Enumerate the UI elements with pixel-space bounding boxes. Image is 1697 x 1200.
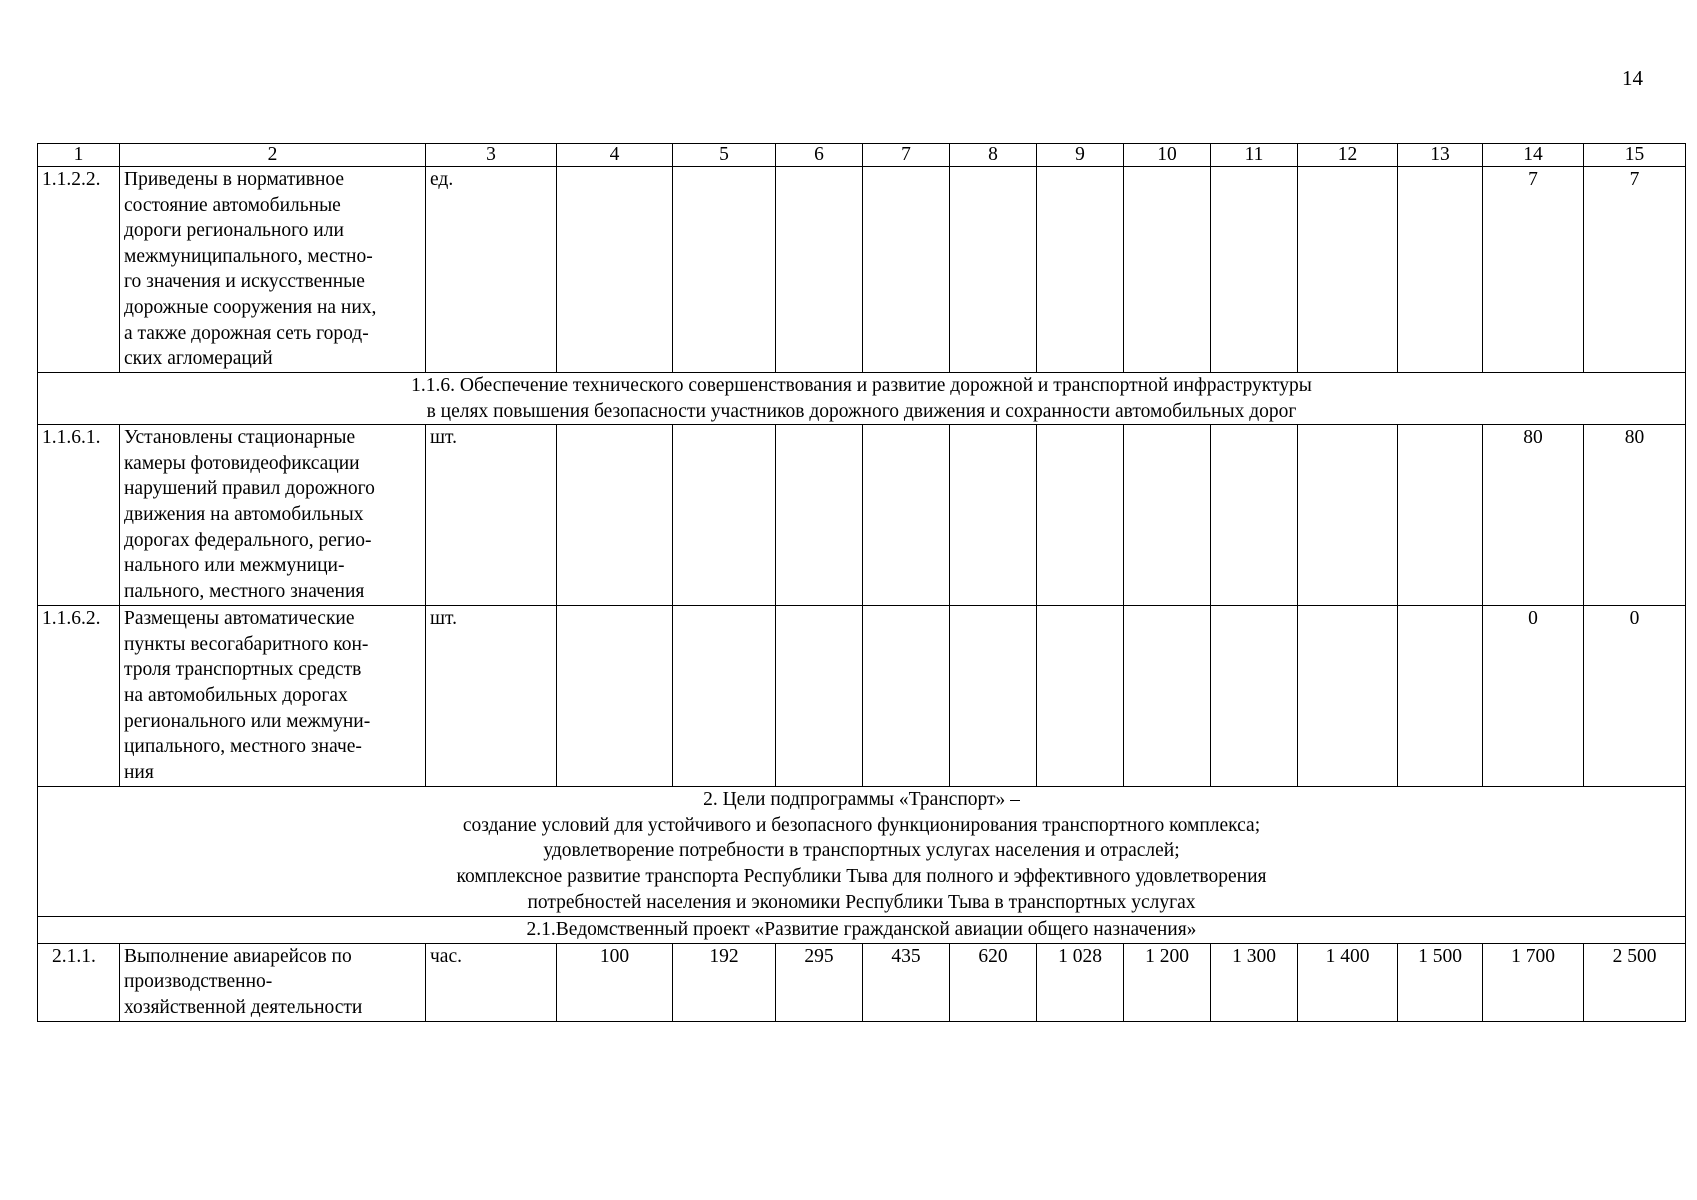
value-cell: 7 [1483, 167, 1584, 373]
section-heading: 2.1.Ведомственный проект «Развитие гражданской авиации общего назначения» [38, 917, 1686, 944]
row-name-line: хозяйственной деятельности [124, 996, 363, 1018]
row-name-line: ния [124, 761, 154, 783]
section-heading-line: 2. Цели подпрограммы «Транспорт» – [703, 789, 1020, 811]
value-cell: 1 700 [1483, 943, 1584, 1021]
value-cell: 435 [863, 943, 950, 1021]
column-header: 13 [1398, 144, 1483, 167]
value-cell: 7 [1584, 167, 1686, 373]
value-cell [863, 606, 950, 787]
row-name-line: камеры фотовидеофиксации [124, 452, 360, 474]
column-header: 1 [38, 144, 120, 167]
row-name-line: Приведены в нормативное [124, 169, 345, 190]
value-cell [1124, 606, 1211, 787]
value-cell [1211, 167, 1298, 373]
row-code: 1.1.6.1. [38, 425, 120, 606]
row-unit: шт. [426, 425, 557, 606]
value-cell: 192 [673, 943, 776, 1021]
value-cell [950, 425, 1037, 606]
value-cell: 1 400 [1298, 943, 1398, 1021]
row-name-line: троля транспортных средств [124, 659, 362, 681]
row-name-line: го значения и искусственные [124, 271, 365, 293]
row-name-line: движения на автомобильных [124, 503, 364, 525]
value-cell [1398, 167, 1483, 373]
section-row-2-1 [38, 917, 1686, 944]
section-heading [38, 787, 1686, 917]
page-number: 14 [1622, 66, 1643, 90]
row-code: 1.1.6.2. [38, 606, 120, 787]
column-header: 12 [1298, 144, 1398, 167]
value-cell: 80 [1483, 425, 1584, 606]
value-cell: 0 [1483, 606, 1584, 787]
row-name-line: ских агломераций [124, 348, 273, 370]
column-header: 5 [673, 144, 776, 167]
value-cell [863, 167, 950, 373]
value-cell: 1 500 [1398, 943, 1483, 1021]
column-header: 14 [1483, 144, 1584, 167]
row-name-line: Выполнение авиарейсов по [124, 945, 352, 967]
value-cell [673, 167, 776, 373]
column-number-header-row [38, 144, 1686, 167]
row-code: 1.1.2.2. [38, 167, 120, 373]
value-cell [1398, 606, 1483, 787]
value-cell: 1 200 [1124, 943, 1211, 1021]
column-header: 6 [776, 144, 863, 167]
row-name-line: на автомобильных дорогах [124, 684, 348, 706]
row-name-line: ципального, местного значе- [124, 736, 362, 758]
column-header: 10 [1124, 144, 1211, 167]
value-cell [1398, 425, 1483, 606]
value-cell [1037, 425, 1124, 606]
row-name-line: регионального или межмуни- [124, 710, 371, 732]
row-name-line: дорогах федерального, регио- [124, 529, 372, 551]
row-unit: шт. [426, 606, 557, 787]
row-name-line: дороги регионального или [124, 220, 344, 242]
value-cell: 1 300 [1211, 943, 1298, 1021]
section-heading-line: удовлетворение потребности в транспортных услугах населения и отраслей; [543, 840, 1180, 862]
value-cell: 100 [557, 943, 673, 1021]
row-name-line: а также дорожная сеть город- [124, 322, 369, 344]
row-unit: ед. [426, 167, 557, 373]
column-header: 8 [950, 144, 1037, 167]
value-cell [776, 606, 863, 787]
value-cell [863, 425, 950, 606]
value-cell: 0 [1584, 606, 1686, 787]
column-header: 9 [1037, 144, 1124, 167]
column-header: 4 [557, 144, 673, 167]
section-heading-line: в целях повышения безопасности участников дорожного движения и сохранности автомобильных дорог [426, 400, 1297, 422]
section-row-2 [38, 787, 1686, 917]
section-row-1-1-6 [38, 373, 1686, 425]
section-heading-line: комплексное развитие транспорта Республики Тыва для полного и эффективного удовлетворения [456, 865, 1267, 887]
value-cell [673, 606, 776, 787]
column-header: 15 [1584, 144, 1686, 167]
value-cell: 295 [776, 943, 863, 1021]
value-cell [1211, 606, 1298, 787]
column-header: 11 [1211, 144, 1298, 167]
value-cell [950, 167, 1037, 373]
value-cell [1298, 606, 1398, 787]
row-name-line: состояние автомобильные [124, 194, 341, 216]
column-header: 3 [426, 144, 557, 167]
row-name [120, 425, 426, 606]
value-cell [557, 425, 673, 606]
row-name-line: производственно- [124, 971, 273, 993]
value-cell [673, 425, 776, 606]
value-cell [950, 606, 1037, 787]
value-cell: 80 [1584, 425, 1686, 606]
row-name-line: межмуниципального, местно- [124, 245, 373, 267]
column-header: 2 [120, 144, 426, 167]
value-cell [1124, 425, 1211, 606]
section-heading-line: создание условий для устойчивого и безопасного функционирования транспортного комплекса; [462, 814, 1261, 836]
indicators-table [37, 143, 1686, 1022]
row-name [120, 943, 426, 1021]
table-row-2-1-1 [38, 943, 1686, 1021]
value-cell [1037, 167, 1124, 373]
row-name [120, 167, 426, 373]
value-cell [776, 167, 863, 373]
table-row-1-1-6-2 [38, 606, 1686, 787]
row-name-line: нарушений правил дорожного [124, 478, 375, 500]
value-cell [1124, 167, 1211, 373]
value-cell [1298, 167, 1398, 373]
value-cell [557, 167, 673, 373]
value-cell [557, 606, 673, 787]
row-name-line: Размещены автоматические [124, 608, 355, 630]
row-code: 2.1.1. [38, 943, 120, 1021]
value-cell [1037, 606, 1124, 787]
value-cell: 2 500 [1584, 943, 1686, 1021]
row-name-line: пункты весогабаритного кон- [124, 633, 369, 655]
section-heading-line: 1.1.6. Обеспечение технического совершенствования и развитие дорожной и транспортной инфраструктуры [411, 375, 1312, 396]
section-heading-line: потребностей населения и экономики Республики Тыва в транспортных услугах [527, 891, 1196, 913]
row-name-line: пального, местного значения [124, 580, 365, 602]
section-heading [38, 373, 1686, 425]
row-unit: час. [426, 943, 557, 1021]
row-name-line: нального или межмуници- [124, 555, 345, 577]
column-header: 7 [863, 144, 950, 167]
value-cell: 1 028 [1037, 943, 1124, 1021]
value-cell: 620 [950, 943, 1037, 1021]
table-row-1-1-2-2 [38, 167, 1686, 373]
value-cell [1298, 425, 1398, 606]
row-name-line: дорожные сооружения на них, [124, 296, 377, 318]
row-name [120, 606, 426, 787]
row-name-line: Установлены стационарные [124, 427, 356, 449]
value-cell [776, 425, 863, 606]
value-cell [1211, 425, 1298, 606]
table-row-1-1-6-1 [38, 425, 1686, 606]
